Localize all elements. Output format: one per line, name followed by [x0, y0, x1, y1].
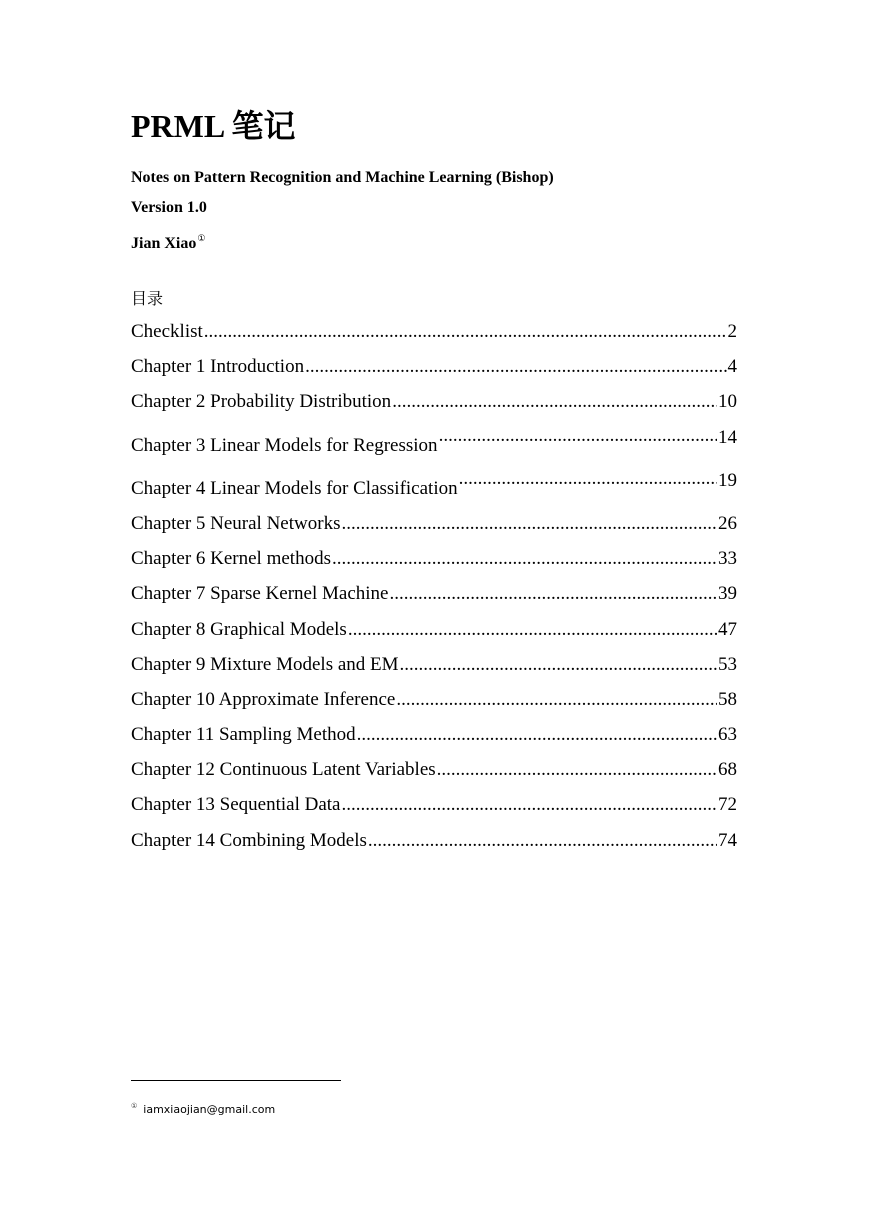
toc-entry-page: 72 [718, 794, 737, 816]
toc-entry-chapter-6[interactable] [131, 547, 737, 571]
toc-entry-label: Chapter 7 Sparse Kernel Machine [131, 583, 389, 605]
toc-entry-checklist[interactable] [131, 320, 737, 344]
table-of-contents [131, 320, 737, 864]
toc-entry-chapter-12[interactable] [131, 758, 737, 782]
toc-leader-dots [341, 793, 717, 817]
toc-entry-page: 26 [718, 512, 737, 534]
toc-entry-page: 33 [718, 548, 737, 570]
toc-leader-dots [204, 320, 727, 344]
document-author [131, 228, 205, 254]
toc-entry-chapter-7[interactable] [131, 582, 737, 606]
toc-entry-label: Chapter 14 Combining Models [131, 829, 367, 851]
document-version: Version 1.0 [131, 199, 207, 216]
toc-leader-dots [392, 390, 717, 414]
toc-entry-label: Chapter 4 Linear Models for Classification [131, 477, 458, 499]
toc-entry-label: Checklist [131, 321, 203, 342]
toc-entry-page: 10 [718, 391, 737, 413]
toc-entry-chapter-13[interactable] [131, 793, 737, 817]
toc-entry-chapter-14[interactable] [131, 829, 737, 853]
document-title: PRML 笔记 [131, 108, 296, 144]
author-footnote-marker[interactable]: ① [197, 233, 206, 243]
toc-entry-chapter-5[interactable] [131, 512, 737, 536]
toc-entry-page: 39 [718, 583, 737, 605]
toc-entry-page: 2 [727, 321, 737, 342]
toc-entry-label: Chapter 5 Neural Networks [131, 512, 341, 534]
toc-entry-page: 47 [718, 618, 737, 640]
toc-entry-page: 53 [718, 653, 737, 675]
toc-entry-chapter-9[interactable] [131, 653, 737, 677]
toc-entry-chapter-2[interactable] [131, 390, 737, 414]
toc-entry-label: Chapter 11 Sampling Method [131, 724, 356, 746]
toc-entry-chapter-10[interactable] [131, 688, 737, 712]
document-subtitle: Notes on Pattern Recognition and Machine Learning (Bishop) [131, 169, 554, 186]
toc-entry-chapter-11[interactable] [131, 723, 737, 747]
toc-entry-page: 14 [718, 426, 737, 448]
toc-leader-dots [437, 758, 717, 782]
toc-entry-label: Chapter 12 Continuous Latent Variables [131, 759, 436, 781]
toc-leader-dots [341, 512, 717, 536]
toc-entry-page: 4 [727, 356, 737, 378]
toc-leader-dots [396, 688, 717, 712]
toc-entry-chapter-3[interactable] [131, 426, 737, 458]
toc-entry-label: Chapter 8 Graphical Models [131, 618, 347, 640]
toc-entry-page: 19 [718, 469, 737, 491]
toc-entry-page: 63 [718, 724, 737, 746]
toc-entry-label: Chapter 6 Kernel methods [131, 548, 331, 570]
toc-entry-label: Chapter 13 Sequential Data [131, 794, 341, 816]
toc-entry-chapter-1[interactable] [131, 355, 737, 379]
toc-entry-label: Chapter 3 Linear Models for Regression [131, 434, 438, 456]
toc-entry-label: Chapter 9 Mixture Models and EM [131, 653, 399, 675]
toc-leader-dots [389, 582, 717, 606]
toc-leader-dots [439, 426, 717, 448]
toc-entry-label: Chapter 10 Approximate Inference [131, 688, 396, 710]
footnote-separator [131, 1080, 341, 1081]
author-name: Jian Xiao [131, 235, 197, 252]
toc-leader-dots [459, 469, 717, 491]
toc-entry-label: Chapter 1 Introduction [131, 356, 305, 378]
toc-leader-dots [368, 829, 717, 853]
toc-entry-chapter-4[interactable] [131, 469, 737, 501]
toc-heading: 目录 [131, 289, 164, 308]
footnote-marker: ① [131, 1102, 138, 1110]
toc-entry-label: Chapter 2 Probability Distribution [131, 391, 392, 413]
footnote-email[interactable]: iamxiaojian@gmail.com [143, 1103, 276, 1116]
toc-leader-dots [400, 653, 717, 677]
toc-entry-page: 58 [718, 688, 737, 710]
toc-leader-dots [348, 618, 717, 642]
toc-entry-page: 68 [718, 759, 737, 781]
toc-leader-dots [305, 355, 726, 379]
toc-entry-page: 74 [718, 829, 737, 851]
toc-entry-chapter-8[interactable] [131, 618, 737, 642]
toc-leader-dots [332, 547, 717, 571]
toc-leader-dots [357, 723, 717, 747]
footnote [131, 1098, 275, 1118]
